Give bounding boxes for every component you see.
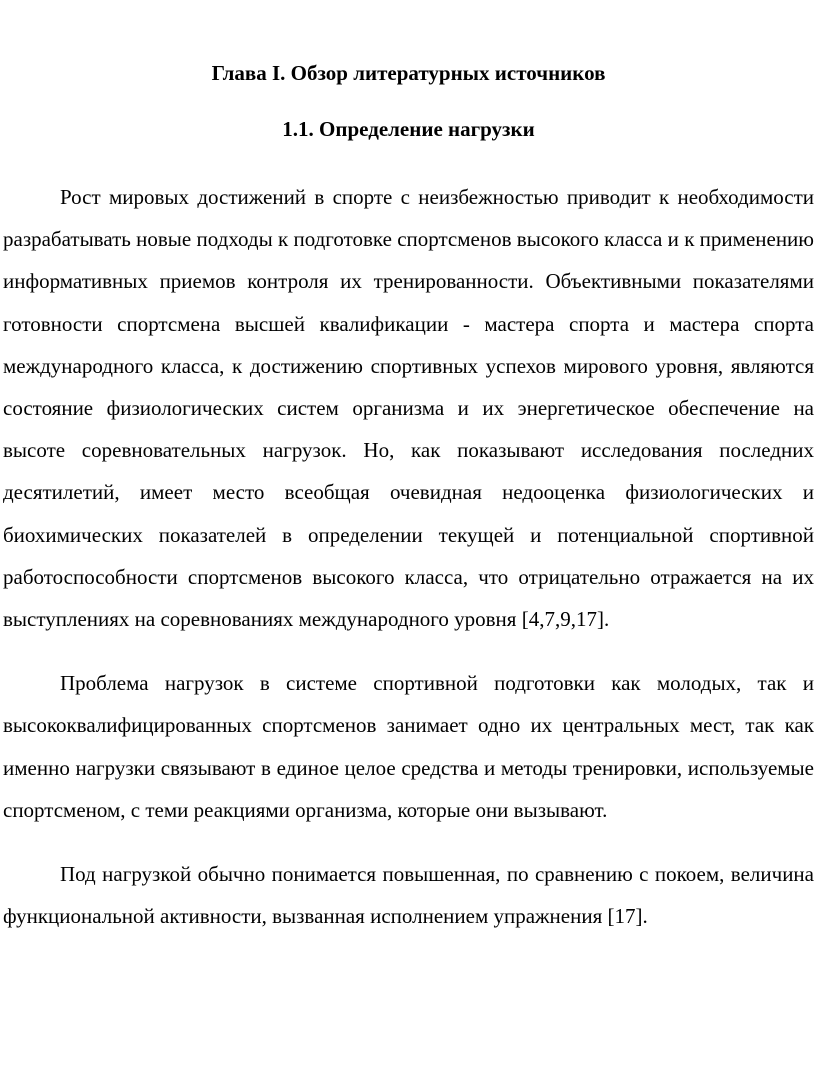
paragraph-3: Под нагрузкой обычно понимается повышенная, по сравнению с покоем, величина функциональной активности, вызванная исполнением упражнения [17]. — [3, 862, 814, 929]
paragraph-1: Рост мировых достижений в спорте с неизбежностью приводит к необходимости разрабатывать новые подходы к подготовке спортсменов высокого класса и к применению информативных приемов контроля их тренированности. Объективными показателями готовности спортсмена высшей квалификации - мастера спорта и мастера спорта международного класса, к достижению спортивных успехов мирового уровня, являются состояние физиологических систем организма и их энергетическое обеспечение на высоте соревновательных нагрузок. Но, как показывают исследования последних десятилетий, имеет место всеобщая очевидная недооценка физиологических и биохимических показателей в определении текущей и потенциальной спортивной работоспособности спортсменов высокого класса, что отрицательно отражается на их выступлениях на соревнованиях международного уровня [4,7,9,17]. — [3, 185, 814, 632]
chapter-title: Глава I. Обзор литературных источников — [211, 61, 606, 85]
paragraph-2: Проблема нагрузок в системе спортивной подготовки как молодых, так и высококвалифицированных спортсменов занимает одно их центральных мест, так как именно нагрузки связывают в единое целое средства и методы тренировки, используемые спортсменом, с теми реакциями организма, которые они вызывают. — [3, 671, 814, 822]
section-title: 1.1. Определение нагрузки — [282, 117, 535, 141]
